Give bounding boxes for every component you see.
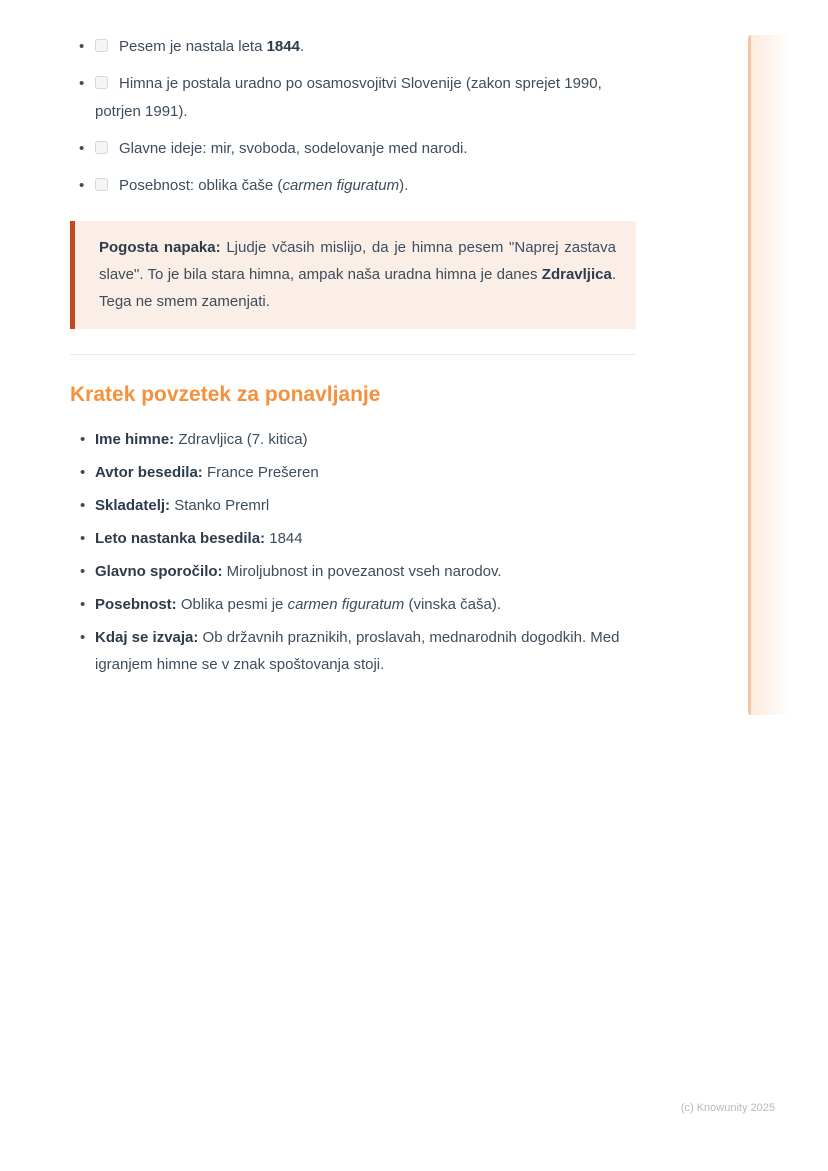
bullet-icon: • (80, 431, 86, 448)
section-divider (70, 354, 636, 355)
checklist-item (70, 135, 636, 163)
list-item: • Glavno sporočilo: Miroljubnost in povezanost vseh narodov. (70, 558, 636, 585)
list-item: • Avtor besedila: France Prešeren (70, 459, 636, 486)
checkbox[interactable] (95, 76, 108, 89)
section-title: Kratek povzetek za ponavljanje (70, 383, 381, 406)
bullet-icon: • (80, 563, 86, 580)
bullet-icon: • (79, 177, 85, 194)
list-item: • Leto nastanka besedila: 1844 (70, 525, 636, 552)
common-mistake-callout: Pogosta napaka: Ljudje včasih mislijo, da je himna pesem "Naprej zastava slave". To je bila stara himna, ampak naša uradna himna je danes Zdravljica. Tega ne smem zamenjati. (70, 221, 636, 329)
list-item: • Ime himne: Zdravljica (7. kitica) (70, 426, 636, 453)
bullet-icon: • (80, 629, 86, 646)
document-content (70, 33, 636, 684)
decorative-side-strip (748, 35, 790, 715)
list-item: • Kdaj se izvaja: Ob državnih praznikih, proslavah, mednarodnih dogodkih. Med igranjem himne se v znak spoštovanja stoji. (70, 624, 636, 678)
checkbox[interactable] (95, 178, 108, 191)
list-item: • Skladatelj: Stanko Premrl (70, 492, 636, 519)
bullet-icon: • (80, 530, 86, 547)
checkbox[interactable] (95, 141, 108, 154)
summary-list (70, 426, 636, 678)
checklist-text: Posebnost: oblika čaše (carmen figuratum). (119, 177, 409, 194)
bullet-icon: • (80, 464, 86, 481)
checklist-item (70, 33, 636, 61)
bullet-icon: • (79, 140, 85, 157)
checklist (70, 33, 636, 200)
bullet-icon: • (80, 596, 86, 613)
footer-credit: (c) Knowunity 2025 (680, 1102, 775, 1114)
checklist-text: Pesem je nastala leta 1844. (119, 38, 305, 55)
checklist-item (70, 70, 636, 126)
list-item: • Posebnost: Oblika pesmi je carmen figuratum (vinska čaša). (70, 591, 636, 618)
checklist-text: Glavne ideje: mir, svoboda, sodelovanje med narodi. (119, 140, 468, 157)
bullet-icon: • (80, 497, 86, 514)
checklist-item (70, 172, 636, 200)
callout-label: Pogosta napaka: (99, 239, 221, 256)
bullet-icon: • (79, 38, 85, 55)
bullet-icon: • (79, 75, 85, 92)
checklist-text: Himna je postala uradno po osamosvojitvi Slovenije (zakon sprejet 1990, potrjen 1991). (95, 75, 602, 120)
callout-text: Ljudje včasih mislijo, da je himna pesem "Naprej zastava slave". To je bila stara himna, ampak naša uradna himna je danes (99, 239, 616, 283)
checkbox[interactable] (95, 39, 108, 52)
